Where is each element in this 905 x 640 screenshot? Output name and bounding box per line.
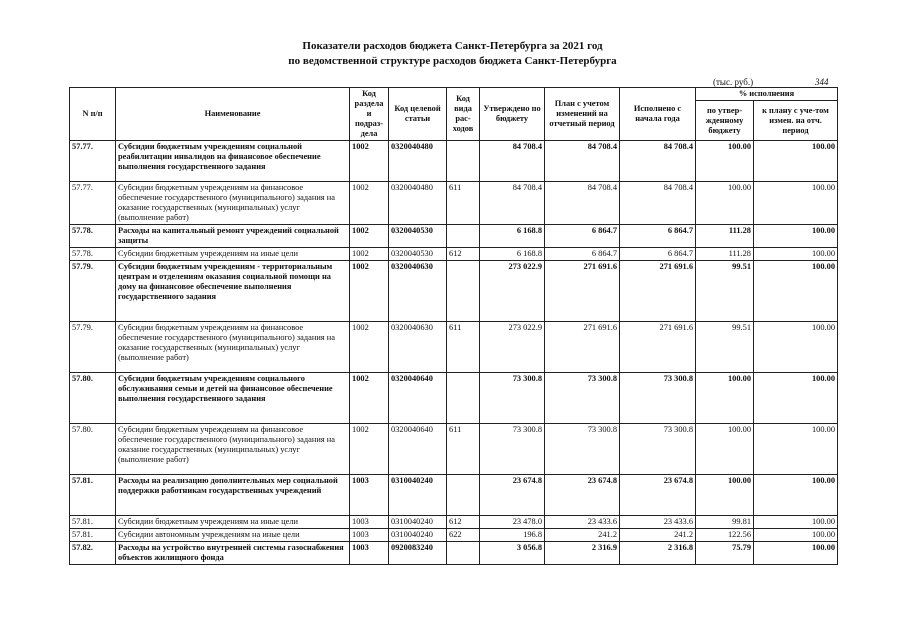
row-number: 57.81. bbox=[70, 475, 116, 516]
row-number: 57.82. bbox=[70, 542, 116, 565]
row-plan: 23 674.8 bbox=[545, 475, 620, 516]
row-executed: 241.2 bbox=[620, 529, 696, 542]
row-section-code: 1003 bbox=[350, 475, 389, 516]
header-pct-plan: к плану с уче-том измен. на отч. период bbox=[754, 101, 838, 141]
report-subtitle: по ведомственной структуре расходов бюджета Санкт-Петербурга bbox=[288, 55, 617, 67]
row-target-code: 0320040480 bbox=[389, 141, 447, 182]
row-target-code: 0310040240 bbox=[389, 475, 447, 516]
row-pct-plan: 100.00 bbox=[754, 141, 838, 182]
row-plan: 271 691.6 bbox=[545, 261, 620, 322]
row-type-code bbox=[447, 475, 480, 516]
row-type-code: 611 bbox=[447, 182, 480, 225]
row-pct-plan: 100.00 bbox=[754, 322, 838, 373]
table-row bbox=[70, 542, 838, 565]
row-pct-plan: 100.00 bbox=[754, 373, 838, 424]
row-plan: 2 316.9 bbox=[545, 542, 620, 565]
row-number: 57.79. bbox=[70, 261, 116, 322]
row-target-code: 0320040640 bbox=[389, 373, 447, 424]
row-section-code: 1002 bbox=[350, 141, 389, 182]
row-name: Субсидии бюджетным учреждениям на иные цели bbox=[116, 248, 350, 261]
row-approved: 3 056.8 bbox=[480, 542, 545, 565]
row-pct-approved: 100.00 bbox=[696, 373, 754, 424]
row-approved: 73 300.8 bbox=[480, 424, 545, 475]
row-pct-approved: 75.79 bbox=[696, 542, 754, 565]
row-section-code: 1003 bbox=[350, 529, 389, 542]
row-section-code: 1002 bbox=[350, 322, 389, 373]
row-type-code bbox=[447, 225, 480, 248]
row-plan: 271 691.6 bbox=[545, 322, 620, 373]
row-type-code bbox=[447, 141, 480, 182]
row-pct-plan: 100.00 bbox=[754, 542, 838, 565]
row-section-code: 1002 bbox=[350, 248, 389, 261]
table-row bbox=[70, 248, 838, 261]
row-section-code: 1002 bbox=[350, 373, 389, 424]
row-type-code bbox=[447, 542, 480, 565]
row-section-code: 1002 bbox=[350, 182, 389, 225]
row-pct-plan: 100.00 bbox=[754, 182, 838, 225]
row-executed: 6 864.7 bbox=[620, 225, 696, 248]
table-row bbox=[70, 141, 838, 182]
row-target-code: 0320040480 bbox=[389, 182, 447, 225]
row-plan: 73 300.8 bbox=[545, 424, 620, 475]
row-pct-plan: 100.00 bbox=[754, 424, 838, 475]
row-pct-approved: 99.51 bbox=[696, 322, 754, 373]
row-plan: 6 864.7 bbox=[545, 225, 620, 248]
row-executed: 73 300.8 bbox=[620, 424, 696, 475]
row-name: Субсидии бюджетным учреждениям на финансовое обеспечение государственного (муниципального) задания на оказание государственных (муниципальных) услуг (выполнение работ) bbox=[116, 322, 350, 373]
row-executed: 23 433.6 bbox=[620, 516, 696, 529]
row-type-code: 611 bbox=[447, 322, 480, 373]
row-approved: 273 022.9 bbox=[480, 322, 545, 373]
header-type: Код вида рас-ходов bbox=[447, 88, 480, 141]
row-executed: 23 674.8 bbox=[620, 475, 696, 516]
row-name: Субсидии автономным учреждениям на иные цели bbox=[116, 529, 350, 542]
header-target: Код целевой статьи bbox=[389, 88, 447, 141]
row-pct-plan: 100.00 bbox=[754, 248, 838, 261]
row-type-code bbox=[447, 261, 480, 322]
row-approved: 23 674.8 bbox=[480, 475, 545, 516]
row-name: Субсидии бюджетным учреждениям на иные цели bbox=[116, 516, 350, 529]
row-pct-plan: 100.00 bbox=[754, 261, 838, 322]
row-executed: 6 864.7 bbox=[620, 248, 696, 261]
report-title: Показатели расходов бюджета Санкт-Петербурга за 2021 год bbox=[302, 40, 603, 52]
row-section-code: 1002 bbox=[350, 261, 389, 322]
units-label: (тыс. руб.) bbox=[713, 77, 754, 87]
row-section-code: 1002 bbox=[350, 225, 389, 248]
row-number: 57.79. bbox=[70, 322, 116, 373]
header-pct-group: % исполнения bbox=[696, 88, 838, 101]
row-type-code: 611 bbox=[447, 424, 480, 475]
table-row bbox=[70, 322, 838, 373]
table-row bbox=[70, 424, 838, 475]
row-plan: 23 433.6 bbox=[545, 516, 620, 529]
expense-table bbox=[69, 87, 838, 565]
row-pct-approved: 122.56 bbox=[696, 529, 754, 542]
row-executed: 271 691.6 bbox=[620, 261, 696, 322]
row-approved: 6 168.8 bbox=[480, 225, 545, 248]
row-target-code: 0320040630 bbox=[389, 261, 447, 322]
row-type-code: 622 bbox=[447, 529, 480, 542]
row-executed: 84 708.4 bbox=[620, 141, 696, 182]
row-type-code: 612 bbox=[447, 248, 480, 261]
row-pct-approved: 100.00 bbox=[696, 424, 754, 475]
row-executed: 271 691.6 bbox=[620, 322, 696, 373]
header-approved: Утверждено по бюджету bbox=[480, 88, 545, 141]
page-number: 344 bbox=[815, 77, 829, 87]
row-target-code: 0310040240 bbox=[389, 516, 447, 529]
table-row bbox=[70, 373, 838, 424]
row-plan: 241.2 bbox=[545, 529, 620, 542]
row-target-code: 0320040530 bbox=[389, 225, 447, 248]
table-row bbox=[70, 475, 838, 516]
row-plan: 84 708.4 bbox=[545, 182, 620, 225]
row-executed: 84 708.4 bbox=[620, 182, 696, 225]
row-number: 57.77. bbox=[70, 182, 116, 225]
row-number: 57.80. bbox=[70, 373, 116, 424]
row-target-code: 0320040630 bbox=[389, 322, 447, 373]
row-approved: 84 708.4 bbox=[480, 182, 545, 225]
row-pct-plan: 100.00 bbox=[754, 516, 838, 529]
header-plan: План с учетом изменений на отчетный период bbox=[545, 88, 620, 141]
row-type-code bbox=[447, 373, 480, 424]
header-num: N п/п bbox=[70, 88, 116, 141]
row-number: 57.80. bbox=[70, 424, 116, 475]
row-pct-approved: 100.00 bbox=[696, 141, 754, 182]
table-row bbox=[70, 529, 838, 542]
row-pct-approved: 99.81 bbox=[696, 516, 754, 529]
row-pct-approved: 99.51 bbox=[696, 261, 754, 322]
table-row bbox=[70, 225, 838, 248]
header-executed: Исполнено с начала года bbox=[620, 88, 696, 141]
row-number: 57.78. bbox=[70, 248, 116, 261]
row-pct-approved: 111.28 bbox=[696, 248, 754, 261]
row-name: Субсидии бюджетным учреждениям - территориальным центрам и отделениям оказания социальной помощи на дому на финансовое обеспечение выполнения государственного задания bbox=[116, 261, 350, 322]
row-pct-approved: 100.00 bbox=[696, 475, 754, 516]
row-name: Расходы на устройство внутренней системы газоснабжения объектов жилищного фонда bbox=[116, 542, 350, 565]
row-number: 57.77. bbox=[70, 141, 116, 182]
row-pct-plan: 100.00 bbox=[754, 225, 838, 248]
row-approved: 84 708.4 bbox=[480, 141, 545, 182]
header-pct-approved: по утвер-жденному бюджету bbox=[696, 101, 754, 141]
row-pct-approved: 100.00 bbox=[696, 182, 754, 225]
row-name: Субсидии бюджетным учреждениям на финансовое обеспечение государственного (муниципального) задания на оказание государственных (муниципальных) услуг (выполнение работ) bbox=[116, 182, 350, 225]
row-target-code: 0320040640 bbox=[389, 424, 447, 475]
row-section-code: 1002 bbox=[350, 424, 389, 475]
row-section-code: 1003 bbox=[350, 542, 389, 565]
row-plan: 6 864.7 bbox=[545, 248, 620, 261]
row-target-code: 0320040530 bbox=[389, 248, 447, 261]
row-pct-approved: 111.28 bbox=[696, 225, 754, 248]
row-target-code: 0920083240 bbox=[389, 542, 447, 565]
row-name: Субсидии бюджетным учреждениям на финансовое обеспечение государственного (муниципального) задания на оказание государственных (муниципальных) услуг (выполнение работ) bbox=[116, 424, 350, 475]
row-number: 57.81. bbox=[70, 529, 116, 542]
table-row bbox=[70, 516, 838, 529]
header-section: Код раздела и подраз-дела bbox=[350, 88, 389, 141]
row-name: Субсидии бюджетным учреждениям социального обслуживания семьи и детей на финансовое обеспечение выполнения государственного задания bbox=[116, 373, 350, 424]
row-section-code: 1003 bbox=[350, 516, 389, 529]
row-approved: 23 478.0 bbox=[480, 516, 545, 529]
row-name: Расходы на реализацию дополнительных мер социальной поддержки работникам государственных учреждений bbox=[116, 475, 350, 516]
row-pct-plan: 100.00 bbox=[754, 475, 838, 516]
row-target-code: 0310040240 bbox=[389, 529, 447, 542]
table-row bbox=[70, 182, 838, 225]
row-plan: 73 300.8 bbox=[545, 373, 620, 424]
row-number: 57.81. bbox=[70, 516, 116, 529]
row-approved: 6 168.8 bbox=[480, 248, 545, 261]
row-name: Субсидии бюджетным учреждениям социальной реабилитации инвалидов на финансовое обеспечение выполнения государственного задания bbox=[116, 141, 350, 182]
row-plan: 84 708.4 bbox=[545, 141, 620, 182]
table-row bbox=[70, 261, 838, 322]
row-approved: 73 300.8 bbox=[480, 373, 545, 424]
row-type-code: 612 bbox=[447, 516, 480, 529]
table-body bbox=[70, 141, 838, 565]
header-name: Наименование bbox=[116, 88, 350, 141]
row-approved: 196.8 bbox=[480, 529, 545, 542]
row-executed: 2 316.8 bbox=[620, 542, 696, 565]
row-executed: 73 300.8 bbox=[620, 373, 696, 424]
row-pct-plan: 100.00 bbox=[754, 529, 838, 542]
row-name: Расходы на капитальный ремонт учреждений социальной защиты bbox=[116, 225, 350, 248]
row-number: 57.78. bbox=[70, 225, 116, 248]
row-approved: 273 022.9 bbox=[480, 261, 545, 322]
